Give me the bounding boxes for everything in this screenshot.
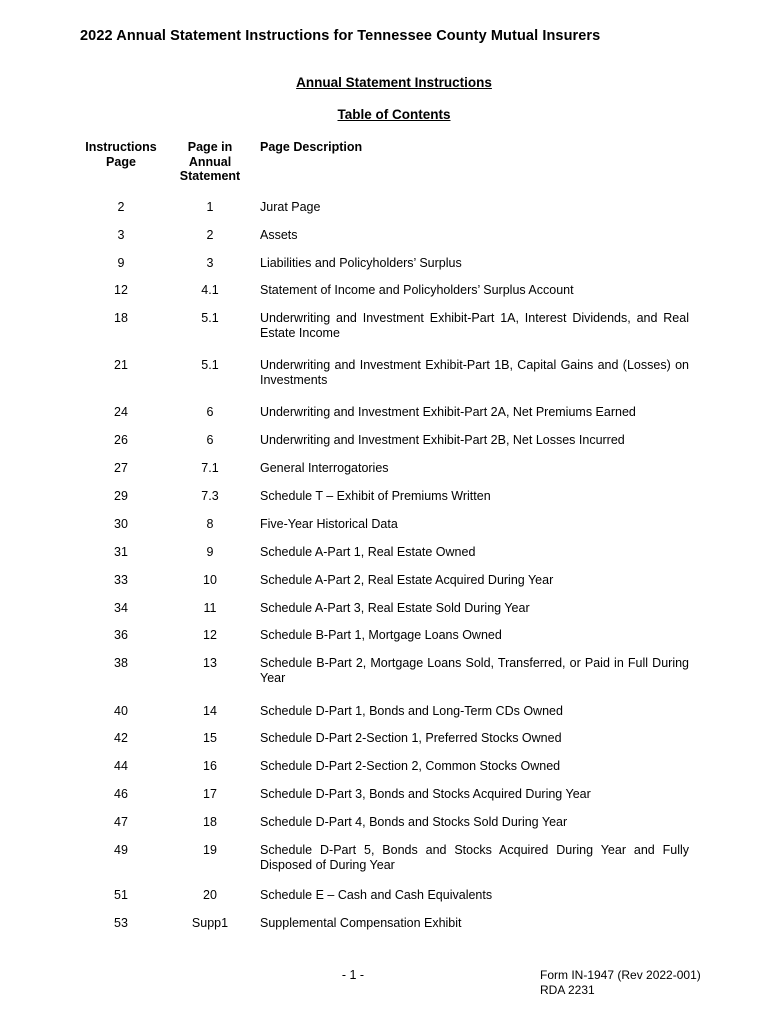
- instructions-page-cell: 29: [114, 489, 128, 503]
- page-description-cell: Schedule T – Exhibit of Premiums Written: [260, 489, 491, 503]
- instructions-page-cell: 18: [114, 311, 128, 325]
- annual-statement-page-cell: 9: [206, 545, 214, 559]
- instructions-page-cell: 2: [117, 200, 125, 214]
- instructions-page-cell: 38: [114, 656, 128, 670]
- instructions-page-cell: 21: [114, 358, 128, 372]
- instructions-page-cell: 9: [117, 256, 125, 270]
- page-description-cell: Schedule D-Part 2-Section 2, Common Stocks Owned: [260, 759, 561, 773]
- instructions-page-cell: 42: [114, 731, 128, 745]
- column-header-annual-statement-page: [173, 140, 247, 184]
- page-description-cell: Schedule B-Part 2, Mortgage Loans Sold, Transferred, or Paid in Full During Year: [260, 656, 689, 685]
- annual-statement-page-cell: 5.1: [201, 358, 219, 372]
- instructions-page-cell: 33: [114, 573, 128, 587]
- instructions-page-cell: 31: [114, 545, 128, 559]
- page-description-cell: Supplemental Compensation Exhibit: [260, 916, 462, 930]
- instructions-page-cell: 36: [114, 628, 128, 642]
- page-description-cell: Schedule A-Part 3, Real Estate Sold During Year: [260, 601, 530, 615]
- page-description-cell: Schedule D-Part 4, Bonds and Stocks Sold During Year: [260, 815, 568, 829]
- page-description-cell: Schedule D-Part 5, Bonds and Stocks Acquired During Year and Fully Disposed of During Year: [260, 843, 689, 872]
- page-description-cell: Schedule E – Cash and Cash Equivalents: [260, 888, 493, 902]
- instructions-page-cell: 51: [114, 888, 128, 902]
- page-description-cell: Assets: [260, 228, 298, 242]
- page-description-cell: Underwriting and Investment Exhibit-Part 2B, Net Losses Incurred: [260, 433, 625, 447]
- annual-statement-page-cell: 4.1: [201, 283, 219, 297]
- annual-statement-page-cell: 5.1: [201, 311, 219, 325]
- page-description-cell: Liabilities and Policyholders’ Surplus: [260, 256, 462, 270]
- form-identifier: [540, 968, 701, 997]
- column-header-line: Annual: [188, 154, 232, 169]
- page-description-cell: Underwriting and Investment Exhibit-Part 1A, Interest Dividends, and Real Estate Income: [260, 311, 689, 340]
- annual-statement-page-cell: 13: [203, 656, 217, 670]
- page-description-cell: Underwriting and Investment Exhibit-Part 2A, Net Premiums Earned: [260, 405, 636, 419]
- column-header-line: Instructions: [85, 140, 157, 154]
- instructions-page-cell: 47: [114, 815, 128, 829]
- page-description-cell: Jurat Page: [260, 200, 321, 214]
- instructions-page-cell: 44: [114, 759, 128, 773]
- rda-number: RDA 2231: [540, 982, 595, 997]
- document-title: Annual Statement Instructions: [296, 75, 492, 90]
- instructions-page-cell: 26: [114, 433, 128, 447]
- instructions-page-cell: 40: [114, 704, 128, 718]
- annual-statement-page-cell: 7.1: [201, 461, 219, 475]
- column-header-line: Page: [106, 154, 136, 169]
- instructions-page-cell: 46: [114, 787, 128, 801]
- page-number: - 1 -: [341, 968, 365, 982]
- annual-statement-page-cell: 18: [203, 815, 217, 829]
- instructions-page-cell: 34: [114, 601, 128, 615]
- instructions-page-cell: 24: [114, 405, 128, 419]
- instructions-page-cell: 27: [114, 461, 128, 475]
- page-description-cell: Statement of Income and Policyholders’ Surplus Account: [260, 283, 574, 297]
- annual-statement-page-cell: 1: [206, 200, 214, 214]
- annual-statement-page-cell: 19: [203, 843, 217, 857]
- annual-statement-page-cell: 15: [203, 731, 217, 745]
- instructions-page-cell: 49: [114, 843, 128, 857]
- page-description-cell: Schedule A-Part 1, Real Estate Owned: [260, 545, 476, 559]
- page-description-cell: Schedule D-Part 3, Bonds and Stocks Acquired During Year: [260, 787, 591, 801]
- page-description-cell: Underwriting and Investment Exhibit-Part 1B, Capital Gains and (Losses) on Investments: [260, 358, 689, 387]
- annual-statement-page-cell: 16: [203, 759, 217, 773]
- annual-statement-page-cell: 6: [206, 433, 214, 447]
- annual-statement-page-cell: 11: [203, 601, 217, 615]
- table-of-contents-heading: Table of Contents: [337, 107, 451, 122]
- annual-statement-page-cell: 20: [203, 888, 217, 902]
- annual-statement-page-cell: Supp1: [191, 916, 229, 930]
- annual-statement-page-cell: 3: [206, 256, 214, 270]
- annual-statement-page-cell: 6: [206, 405, 214, 419]
- page-description-cell: Schedule A-Part 2, Real Estate Acquired During Year: [260, 573, 554, 587]
- page-description-cell: Five-Year Historical Data: [260, 517, 398, 531]
- annual-statement-page-cell: 2: [206, 228, 214, 242]
- annual-statement-page-cell: 17: [203, 787, 217, 801]
- annual-statement-page-cell: 7.3: [201, 489, 219, 503]
- document-header: 2022 Annual Statement Instructions for Tennessee County Mutual Insurers: [80, 28, 601, 44]
- page-description-cell: Schedule D-Part 1, Bonds and Long-Term CDs Owned: [260, 704, 563, 718]
- annual-statement-page-cell: 8: [206, 517, 214, 531]
- annual-statement-page-cell: 10: [203, 573, 217, 587]
- column-header-page-description: Page Description: [260, 140, 363, 154]
- page-description-cell: Schedule D-Part 2-Section 1, Preferred Stocks Owned: [260, 731, 562, 745]
- column-header-instructions-page: [80, 140, 162, 169]
- annual-statement-page-cell: 12: [203, 628, 217, 642]
- form-number: Form IN-1947 (Rev 2022-001): [540, 968, 701, 982]
- instructions-page-cell: 3: [117, 228, 125, 242]
- instructions-page-cell: 30: [114, 517, 128, 531]
- column-header-line: Page in: [187, 140, 233, 154]
- column-header-line: Statement: [179, 169, 241, 183]
- annual-statement-page-cell: 14: [203, 704, 217, 718]
- page-description-cell: Schedule B-Part 1, Mortgage Loans Owned: [260, 628, 502, 642]
- page-description-cell: General Interrogatories: [260, 461, 389, 475]
- instructions-page-cell: 12: [114, 283, 128, 297]
- instructions-page-cell: 53: [114, 916, 128, 930]
